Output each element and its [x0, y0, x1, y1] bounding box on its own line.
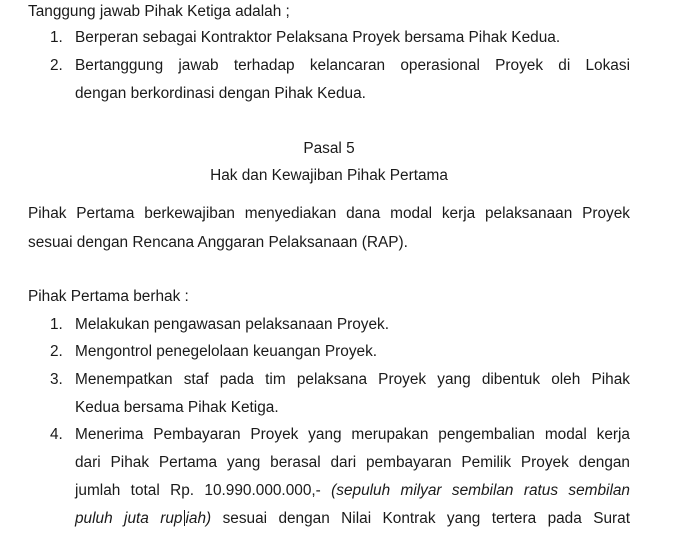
list-item-continuation — [75, 505, 630, 533]
list-item-continuation: Kedua bersama Pihak Ketiga. — [75, 399, 279, 416]
list-number: 1. — [50, 29, 63, 46]
list-item-continuation: dengan berkordinasi dengan Pihak Kedua. — [75, 85, 366, 102]
obligation-paragraph-end: sesuai dengan Rencana Anggaran Pelaksanaan (RAP). — [28, 234, 408, 251]
obligation-paragraph: Pihak Pertama berkewajiban menyediakan dana modal kerja pelaksanaan Proyek — [28, 205, 630, 222]
list-item-continuation: dari Pihak Pertama yang berasal dari pembayaran Pemilik Proyek dengan — [75, 454, 630, 471]
list-item-continuation — [75, 477, 630, 505]
list-number: 2. — [50, 57, 63, 74]
amount-text: jumlah total Rp. 10.990.000.000,- — [75, 482, 321, 499]
list-number: 2. — [50, 343, 63, 360]
list-item: Mengontrol penegelolaan keuangan Proyek. — [75, 343, 378, 360]
list-item: Melakukan pengawasan pelaksanaan Proyek. — [75, 316, 390, 333]
list-number: 1. — [50, 316, 63, 333]
article-number: Pasal 5 — [303, 140, 355, 157]
amount-words: (sepuluh milyar sembilan ratus sembilan — [331, 482, 630, 499]
third-party-intro: Tanggung jawab Pihak Ketiga adalah ; — [28, 3, 290, 20]
rights-intro: Pihak Pertama berhak : — [28, 288, 189, 305]
list-item: Menerima Pembayaran Proyek yang merupakan pengembalian modal kerja — [75, 426, 630, 443]
list-item: Bertanggung jawab terhadap kelancaran operasional Proyek di Lokasi — [75, 57, 630, 74]
contract-text: sesuai dengan Nilai Kontrak yang tertera pada Surat — [222, 510, 630, 527]
list-number: 3. — [50, 371, 63, 388]
list-item: Menempatkan staf pada tim pelaksana Proyek yang dibentuk oleh Pihak — [75, 371, 630, 388]
text-cursor — [184, 510, 185, 526]
list-item: Berperan sebagai Kontraktor Pelaksana Proyek bersama Pihak Kedua. — [75, 29, 561, 46]
list-number: 4. — [50, 426, 63, 443]
amount-words-continued: puluh juta rup iah) — [75, 510, 212, 527]
article-title: Hak dan Kewajiban Pihak Pertama — [210, 167, 448, 184]
